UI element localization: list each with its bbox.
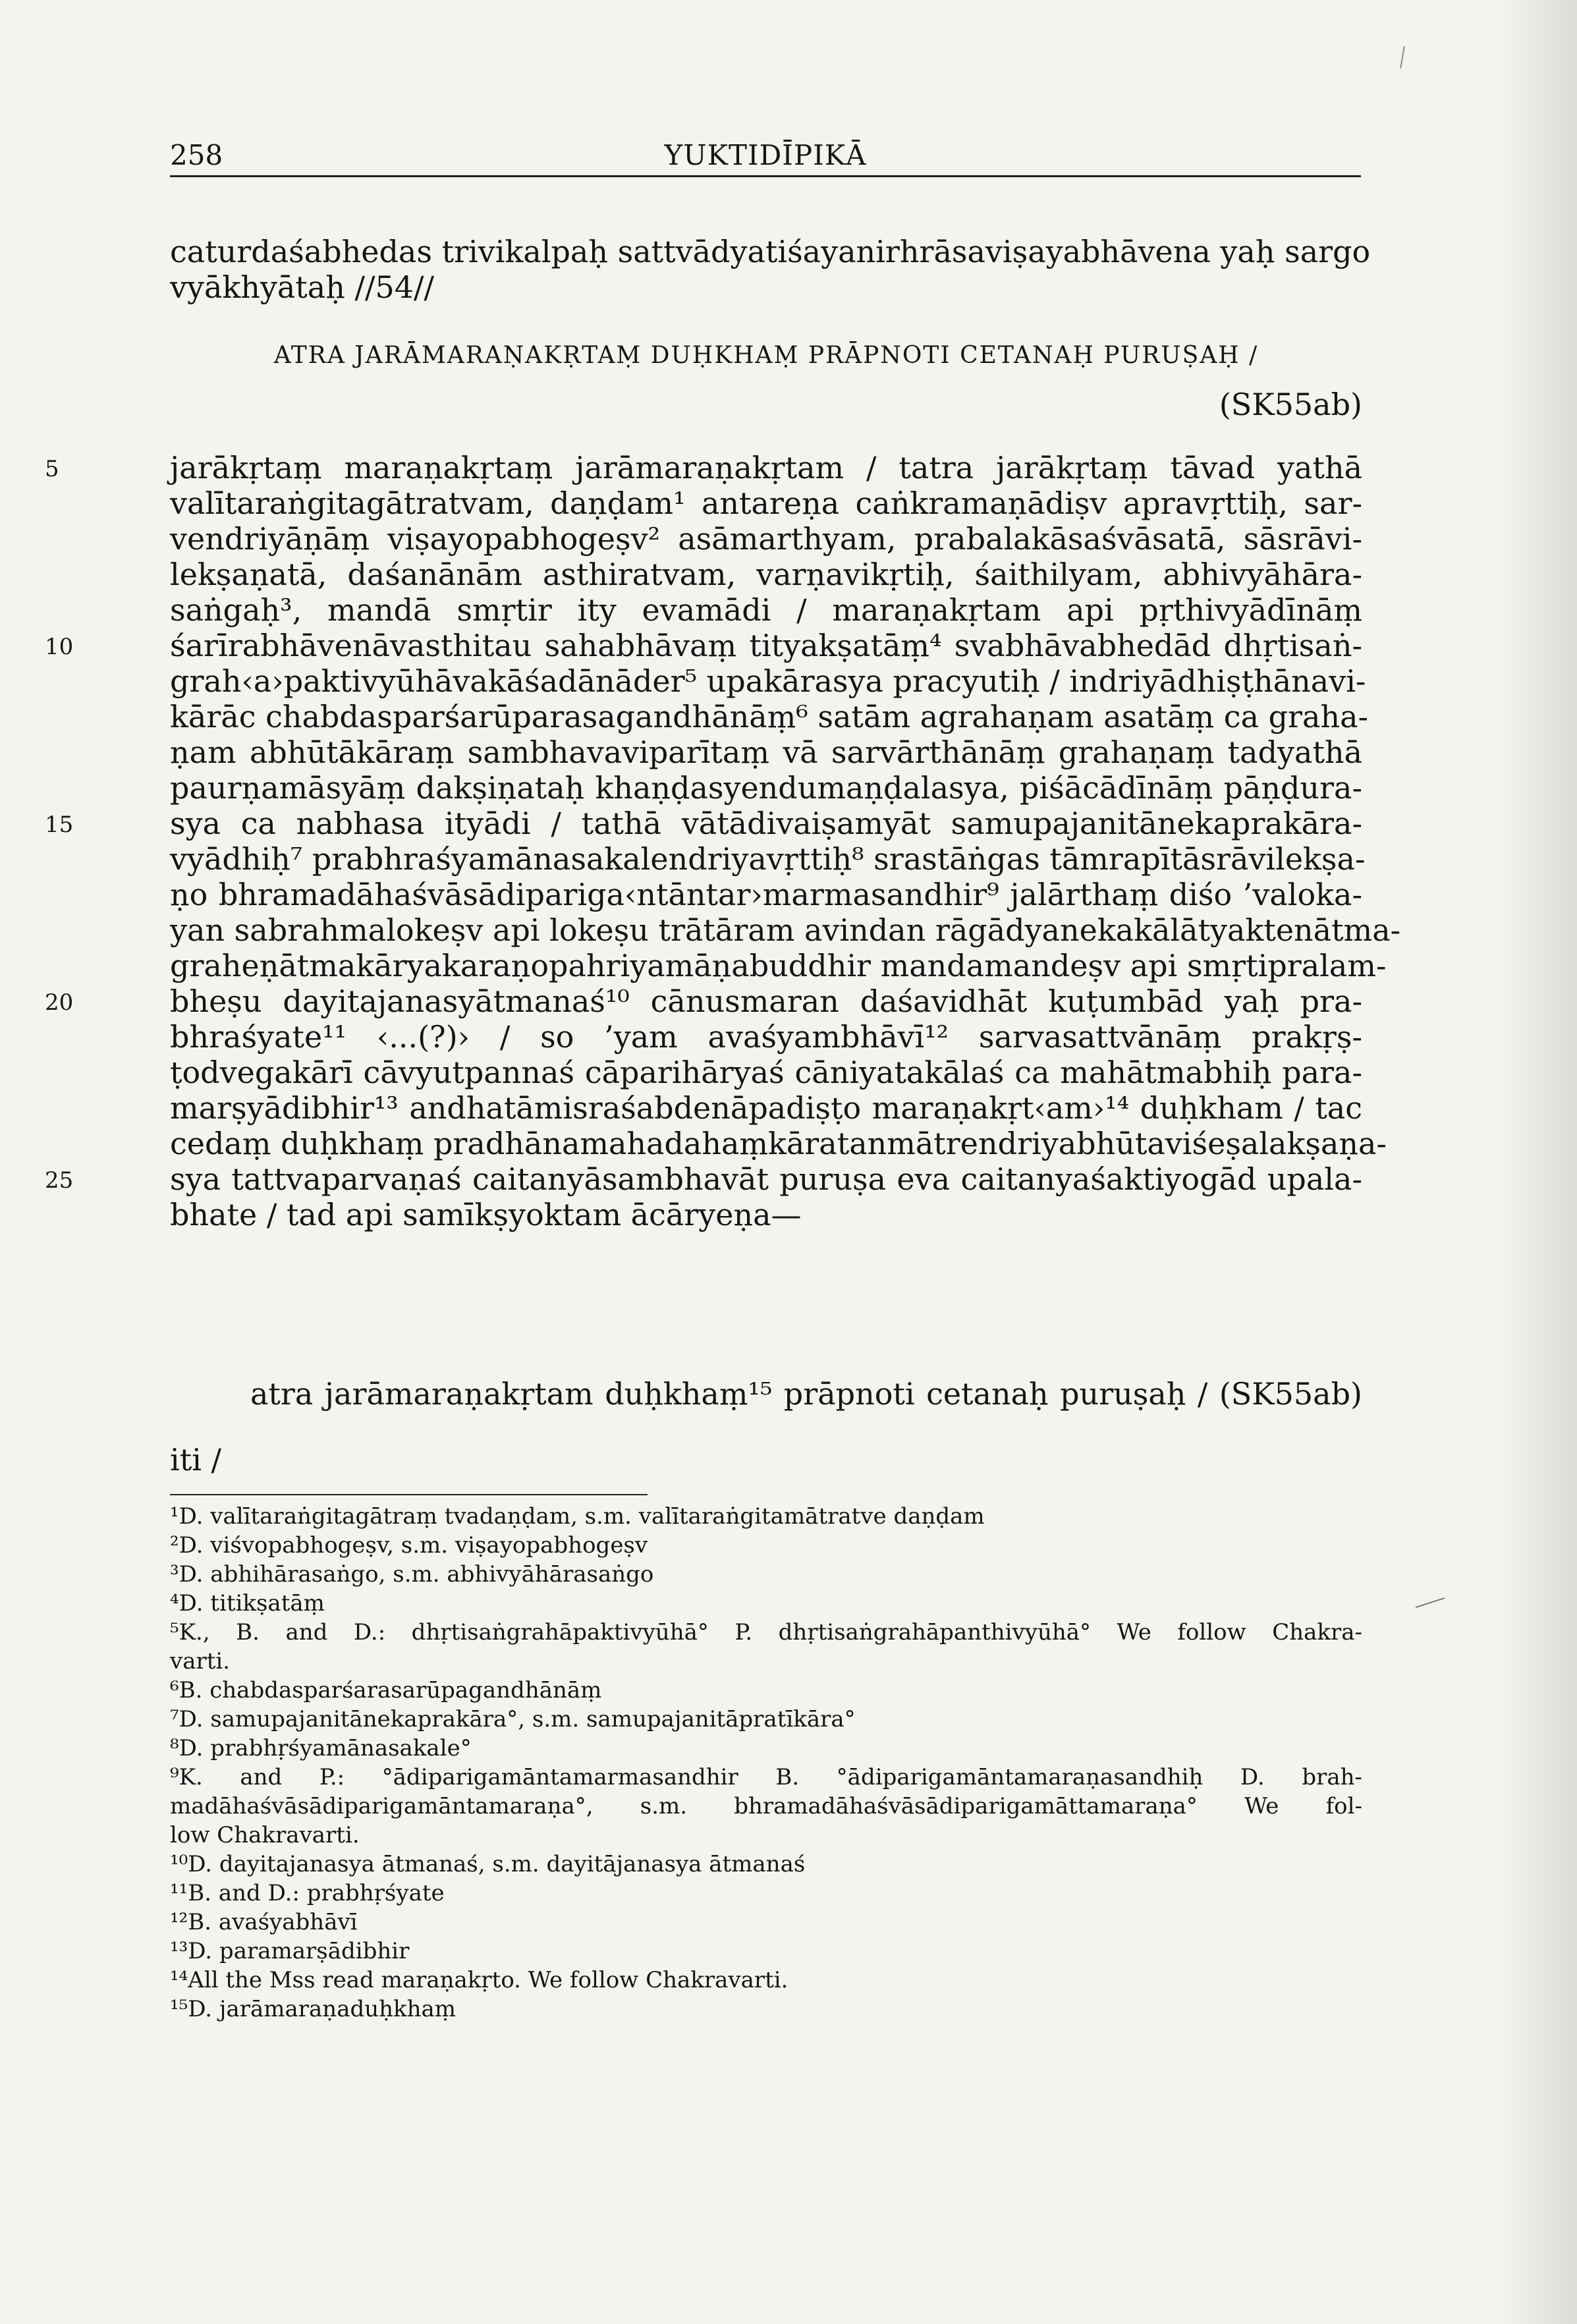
page-number: 258 [170,139,223,171]
footnotes [170,1502,1362,2024]
body-line: valītaraṅgitagātratvam, daṇḍam¹ antareṇa caṅkramaṇādiṣv apravṛttiḥ, sar- [170,485,1362,521]
body-line: ṭodvegakārī cāvyutpannaś cāparihāryaś cāniyatakālaś ca mahātmabhiḥ para- [170,1055,1362,1090]
footnote-continuation: varti. [170,1648,231,1674]
body-line: bhate / tad api samīkṣyoktam ācāryeṇa— [170,1197,802,1232]
intro-line: caturdaśabhedas trivikalpaḥ sattvādyatiśayanirhrāsaviṣayabhāvena yaḥ sargo [170,234,1371,269]
running-header [170,132,1361,177]
line-number: 15 [45,812,74,838]
margin-mark [1416,1597,1445,1608]
body-line: marṣyādibhir¹³ andhatāmisraśabdenāpadiṣṭo maraṇakṛt‹am›¹⁴ duḥkham / tac [170,1090,1362,1126]
body-line: bhraśyate¹¹ ‹...(?)› / so ’yam avaśyambhāvī¹² sarvasattvānāṃ prakṛṣ- [170,1019,1362,1055]
body-line: vyādhiḥ⁷ prabhraśyamānasakalendriyavṛttiḥ⁸ srastāṅgas tāmrapītāsrāvilekṣa- [170,841,1366,877]
body-line: grah‹a›paktivyūhāvakāśadānāder⁵ upakārasya pracyutiḥ / indriyādhiṣṭhānavi- [170,663,1366,699]
verse-reference: (SK55ab) [1219,387,1362,422]
footnote: ⁴D. titikṣatāṃ [170,1590,325,1617]
body-line: ṇam abhūtākāraṃ sambhavaviparītaṃ vā sarvārthānāṃ grahaṇaṃ tadyathā [170,734,1362,770]
footnote: ¹D. valītaraṅgitagātraṃ tvadaṇḍam, s.m. valītaraṅgitamātratve daṇḍam [170,1503,985,1530]
iti-line: iti / [170,1442,222,1478]
intro-line: vyākhyātaḥ //54// [170,269,434,305]
scan-mark [1400,46,1405,69]
footnote-rule [170,1494,648,1495]
verse-heading: ATRA JARĀMARAṆAKṚTAṂ DUḤKHAṂ PRĀPNOTI CETANAḤ PURUṢAḤ / [273,342,1259,369]
line-number: 20 [45,989,74,1016]
line-number: 5 [45,456,59,482]
body-line: vendriyāṇāṃ viṣayopabhogeṣv² asāmarthyam, prabalakāsaśvāsatā, sāsrāvi- [170,521,1362,557]
footnote: ¹²B. avaśyabhāvī [170,1909,358,1935]
footnote: ⁶B. chabdasparśarasarūpagandhānāṃ [170,1677,602,1703]
page-edge-shadow [1498,0,1577,2324]
footnote: ²D. viśvopabhogeṣv, s.m. viṣayopabhogeṣv [170,1532,648,1559]
footnote: ⁹K. and P.: °ādiparigamāntamarmasandhir B. °ādiparigamāntamaraṇasandhiḥ D. brah- [170,1764,1362,1790]
body-line: saṅgaḥ³, mandā smṛtir ity evamādi / maraṇakṛtam api pṛthivyādīnāṃ [170,592,1362,628]
footnote: ⁷D. samupajanitānekaprakāra°, s.m. samupajanitāpratīkāra° [170,1706,856,1732]
body-line: 5 jarākṛtaṃ maraṇakṛtaṃ jarāmaraṇakṛtam / tatra jarākṛtaṃ tāvad yathā [170,450,1362,485]
body-line: yan sabrahmalokeṣv api lokeṣu trātāram avindan rāgādyanekakālātyaktenātma- [170,912,1401,948]
footnote: ¹¹B. and D.: prabhṛśyate [170,1880,445,1906]
main-text [170,234,1371,305]
running-title: YUKTIDĪPIKĀ [664,139,867,171]
body-line: lekṣaṇatā, daśanānām asthiratvam, varṇavikṛtiḥ, śaithilyam, abhivyāhāra- [170,557,1362,592]
body-line: kārāc chabdasparśarūparasagandhānāṃ⁶ satām agrahaṇam asatāṃ ca graha- [170,699,1369,734]
body-line: paurṇamāsyāṃ dakṣiṇataḥ khaṇḍasyendumaṇḍalasya, piśācādīnāṃ pāṇḍura- [170,770,1362,806]
line-number: 25 [45,1167,74,1194]
footnote: ¹³D. paramarṣādibhir [170,1938,410,1964]
commentary-body [45,450,1401,1232]
body-line: ṇo bhramadāhaśvāsādipariga‹ntāntar›marmasandhir⁹ jalārthaṃ diśo ’valoka- [170,877,1362,912]
footnote: ¹⁰D. dayitajanasya ātmanaś, s.m. dayitājanasya ātmanaś [170,1851,806,1877]
footnote: ⁵K., B. and D.: dhṛtisaṅgrahāpaktivyūhā° P. dhṛtisaṅgrahāpanthivyūhā° We follow Chakra- [170,1619,1362,1646]
body-line: graheṇātmakāryakaraṇopahriyamāṇabuddhir mandamandeṣv api smṛtipralam- [170,948,1387,983]
body-line: 15 sya ca nabhasa ityādi / tathā vātādivaiṣamyāt samupajanitānekaprakāra- [170,806,1362,841]
line-number: 10 [45,634,74,660]
footnote-continuation: low Chakravarti. [170,1822,360,1848]
footnote: ¹⁵D. jarāmaraṇaduḥkhaṃ [170,1996,456,2022]
footnote: ⁸D. prabhṛśyamānasakale° [170,1735,472,1761]
footnote: ³D. abhihārasaṅgo, s.m. abhivyāhārasaṅgo [170,1561,654,1588]
body-line: 20 bheṣu dayitajanasyātmanaś¹⁰ cānusmaran daśavidhāt kuṭumbād yaḥ pra- [170,983,1362,1019]
body-line: cedaṃ duḥkhaṃ pradhānamahadahaṃkāratanmātrendriyabhūtaviśeṣalakṣaṇa- [170,1126,1387,1161]
body-line: 10 śarīrabhāvenāvasthitau sahabhāvaṃ tityakṣatāṃ⁴ svabhāvabhedād dhṛtisaṅ- [170,628,1362,663]
footnote-continuation: madāhaśvāsādiparigamāntamaraṇa°, s.m. bhramadāhaśvāsādiparigamāttamaraṇa° We fol- [170,1793,1362,1819]
footnote: ¹⁴All the Mss read maraṇakṛto. We follow Chakravarti. [170,1967,788,1993]
karika-quote: atra jarāmaraṇakṛtam duḥkhaṃ¹⁵ prāpnoti cetanaḥ puruṣaḥ / (SK55ab) [250,1376,1362,1412]
body-line: 25 sya tattvaparvaṇaś caitanyāsambhavāt puruṣa eva caitanyaśaktiyogād upala- [170,1161,1362,1197]
